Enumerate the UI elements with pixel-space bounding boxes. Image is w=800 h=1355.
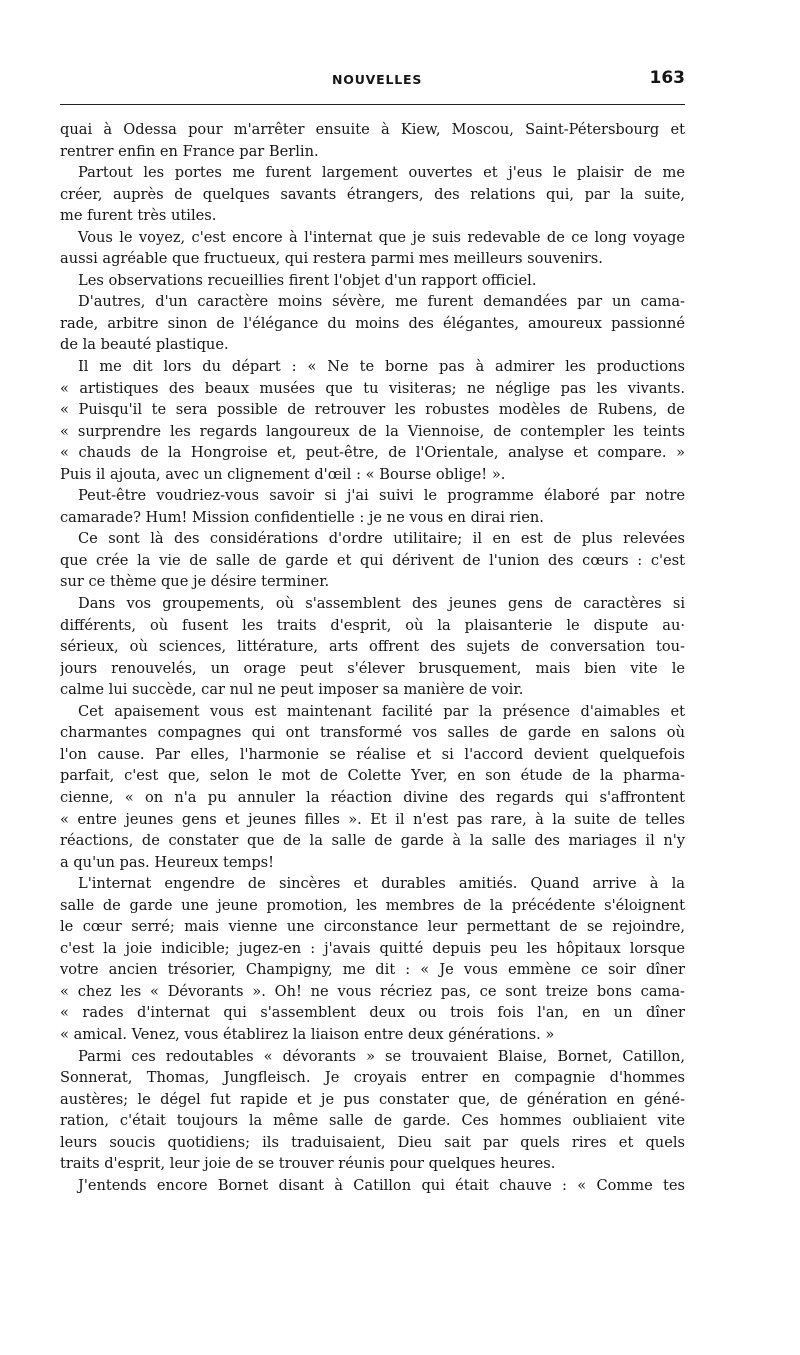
text-line: Partout les portes me furent largement ouvertes et j'eus le plaisir de me bbox=[78, 164, 685, 182]
text-line: « chauds de la Hongroise et, peut-être, de l'Orientale, analyse et compare. » bbox=[60, 444, 685, 462]
text-line: Les observations recueillies firent l'objet d'un rapport officiel. bbox=[78, 271, 537, 289]
text-line: réactions, de constater que de la salle de garde à la salle des mariages il n'y bbox=[60, 832, 685, 850]
text-line: « surprendre les regards langoureux de la Viennoise, de contempler les teints bbox=[60, 422, 685, 440]
text-line: « chez les « Dévorants ». Oh! ne vous récriez pas, ce sont treize bons cama- bbox=[60, 982, 685, 1000]
text-line: « amical. Venez, vous établirez la liaison entre deux générations. » bbox=[60, 1025, 555, 1043]
running-head bbox=[60, 68, 685, 94]
text-line: Ce sont là des considérations d'ordre utilitaire; il en est de plus relevées bbox=[78, 530, 685, 548]
text-line bbox=[60, 399, 685, 421]
text-line: charmantes compagnes qui ont transformé vos salles de garde en salons où bbox=[60, 724, 685, 742]
text-line: austères; le dégel fut rapide et je pus constater que, de génération en géné- bbox=[60, 1090, 685, 1108]
text-line: aussi agréable que fructueux, qui restera parmi mes meilleurs souvenirs. bbox=[60, 250, 603, 268]
text-line-part: « Puisqu'il te sera possible de retrouver les robustes modèles de Rubens, de bbox=[60, 401, 685, 419]
text-line: sur ce thème que je désire terminer. bbox=[60, 573, 330, 591]
header-rule bbox=[60, 104, 685, 105]
text-line: Puis il ajouta, avec un clignement d'œil : « Bourse oblige! ». bbox=[60, 465, 506, 483]
text-line: Sonnerat, Thomas, Jungfleisch. Je croyais entrer en compagnie d'hommes bbox=[60, 1069, 685, 1087]
text-line: rentrer enfin en France par Berlin. bbox=[60, 142, 319, 160]
text-line: que crée la vie de salle de garde et qui dérivent de l'union des cœurs : c'est bbox=[60, 551, 685, 569]
text-line: « artistiques des beaux musées que tu visiteras; ne néglige pas les vivants. bbox=[60, 379, 685, 397]
text-line: leurs soucis quotidiens; ils traduisaient, Dieu sait par quels rires et quels bbox=[60, 1133, 685, 1151]
text-line: parfait, c'est que, selon le mot de Colette Yver, en son étude de la pharma- bbox=[60, 767, 685, 785]
text-line: quai à Odessa pour m'arrêter ensuite à Kiew, Moscou, Saint-Pétersbourg et bbox=[60, 121, 685, 138]
text-line: Peut-être voudriez-vous savoir si j'ai suivi le programme élaboré par notre bbox=[78, 487, 685, 505]
text-line: salle de garde une jeune promotion, les membres de la précédente s'éloignent bbox=[60, 896, 685, 914]
text-line: jours renouvelés, un orage peut s'élever brusquement, mais bien vite le bbox=[60, 659, 685, 677]
text-line: D'autres, d'un caractère moins sévère, me furent demandées par un cama- bbox=[78, 293, 685, 311]
text-line: c'est la joie indicible; jugez-en : j'avais quitté depuis peu les hôpitaux lorsque bbox=[60, 939, 685, 957]
text-line: a qu'un pas. Heureux temps! bbox=[60, 853, 275, 871]
text-line: le cœur serré; mais vienne une circonstance leur permettant de se rejoindre, bbox=[60, 918, 685, 936]
body-text bbox=[60, 119, 685, 1196]
text-line: différents, où fusent les traits d'esprit, où la plaisanterie le dispute au· bbox=[60, 616, 685, 634]
text-line: ration, c'était toujours la même salle de garde. Ces hommes oubliaient vite bbox=[60, 1112, 685, 1130]
text-line: l'on cause. Par elles, l'harmonie se réalise et si l'accord devient quelquefois bbox=[60, 745, 685, 763]
text-line: Dans vos groupements, où s'assemblent des jeunes gens de caractères si bbox=[78, 595, 685, 613]
text-line: Vous le voyez, c'est encore à l'internat que je suis redevable de ce long voyage bbox=[78, 228, 685, 246]
text-line: traits d'esprit, leur joie de se trouver réunis pour quelques heures. bbox=[60, 1155, 556, 1173]
text-line: J'entends encore Bornet disant à Catillon qui était chauve : « Comme tes bbox=[78, 1176, 685, 1194]
text-line: sérieux, où sciences, littérature, arts offrent des sujets de conversation tou- bbox=[60, 638, 685, 656]
page-number: 163 bbox=[649, 68, 685, 88]
running-title: NOUVELLES bbox=[332, 72, 423, 87]
text-line: de la beauté plastique. bbox=[60, 336, 229, 354]
text-line: camarade? Hum! Mission confidentielle : je ne vous en dirai rien. bbox=[60, 508, 544, 526]
text-line: me furent très utiles. bbox=[60, 207, 217, 225]
text-line: rade, arbitre sinon de l'élégance du moins des élégantes, amoureux passionné bbox=[60, 314, 685, 332]
text-line: « entre jeunes gens et jeunes filles ». Et il n'est pas rare, à la suite de telles bbox=[60, 810, 685, 828]
text-line: créer, auprès de quelques savants étrangers, des relations qui, par la suite, bbox=[60, 185, 685, 203]
text-line: Il me dit lors du départ : « Ne te borne pas à admirer les productions bbox=[78, 358, 685, 376]
text-line: Cet apaisement vous est maintenant facilité par la présence d'aimables et bbox=[78, 702, 685, 720]
text-line: cienne, « on n'a pu annuler la réaction divine des regards qui s'affrontent bbox=[60, 788, 685, 806]
text-line: votre ancien trésorier, Champigny, me dit : « Je vous emmène ce soir dîner bbox=[60, 961, 685, 979]
text-line: L'internat engendre de sincères et durables amitiés. Quand arrive à la bbox=[78, 875, 685, 893]
text-line: calme lui succède, car nul ne peut imposer sa manière de voir. bbox=[60, 681, 524, 699]
text-line: « rades d'internat qui s'assemblent deux ou trois fois l'an, en un dîner bbox=[60, 1004, 685, 1022]
book-page bbox=[60, 0, 685, 1355]
text-line: Parmi ces redoutables « dévorants » se trouvaient Blaise, Bornet, Catillon, bbox=[78, 1047, 685, 1065]
